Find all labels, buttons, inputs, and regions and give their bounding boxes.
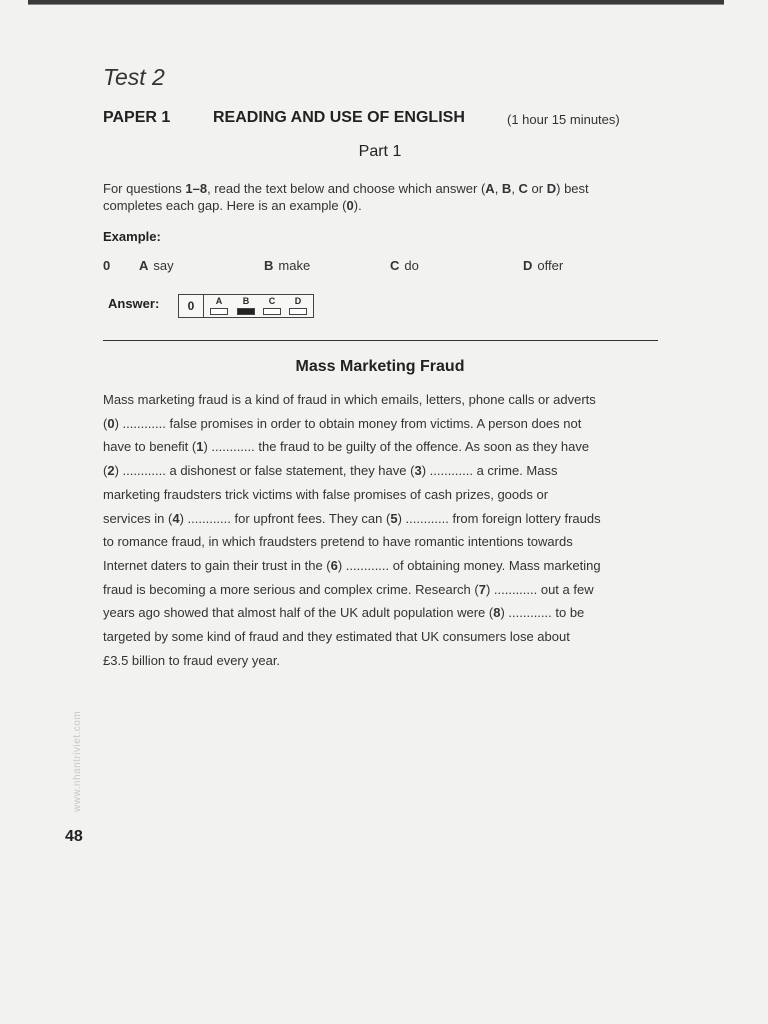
line-text: Internet daters to gain their trust in the ( [103, 557, 331, 573]
gap-number: 3 [414, 463, 422, 479]
instructions-text: , read the text below and choose which answer ( [207, 181, 486, 196]
line-text: ( [103, 463, 108, 479]
paper-duration: (1 hour 15 minutes) [507, 112, 620, 127]
article-line [103, 601, 663, 625]
answer-number: 0 [179, 295, 204, 317]
section-divider [103, 340, 658, 341]
instructions-bold: 0 [346, 198, 354, 213]
example-option-c [390, 258, 419, 273]
article-line [103, 625, 663, 649]
gap-number: 5 [390, 510, 398, 526]
option-letter: D [523, 258, 533, 273]
answer-option-c [262, 296, 282, 315]
answer-letter: A [215, 296, 223, 306]
answer-option-a [209, 296, 229, 315]
example-option-b [264, 258, 310, 273]
line-text: to romance fraud, in which fraudsters pretend to have romantic intentions towards [103, 534, 573, 550]
gap-number: 2 [107, 463, 115, 479]
example-option-d [523, 258, 563, 273]
paper-label: PAPER 1 [103, 109, 171, 126]
line-text: ) ............ a dishonest or false statement, they have ( [114, 463, 415, 479]
watermark: www.nhantriviet.com [72, 710, 83, 812]
line-text: £3.5 billion to fraud every year. [103, 652, 281, 668]
instructions-bold: B [501, 181, 512, 196]
line-text: have to benefit ( [103, 439, 197, 455]
article-line [103, 412, 663, 436]
line-text: ) ............ a crime. Mass [421, 463, 558, 479]
instructions-text: ). [353, 198, 362, 213]
answer-bubble [210, 308, 228, 315]
gap-number: 6 [330, 557, 338, 573]
answer-letter: D [294, 296, 302, 306]
instructions-text: , [511, 181, 519, 196]
option-letter: A [139, 258, 149, 273]
answer-bubble [289, 308, 307, 315]
gap-number: 0 [107, 415, 115, 431]
instructions-text: ) best completes each gap. Here is an example ( [103, 181, 589, 213]
instructions-bold: D [546, 181, 557, 196]
article-line [103, 459, 663, 483]
instructions-bold: 1–8 [185, 181, 208, 196]
article-line [103, 435, 663, 459]
test-title: Test 2 [103, 64, 165, 90]
answer-label: Answer: [108, 296, 160, 311]
article-line [103, 649, 663, 673]
option-letter: B [264, 258, 274, 273]
answer-letter: C [268, 296, 276, 306]
part-heading: Part 1 [358, 143, 402, 160]
line-text: fraud is becoming a more serious and complex crime. Research ( [103, 581, 479, 597]
line-text: Mass marketing fraud is a kind of fraud in which emails, letters, phone calls or adverts [103, 392, 596, 407]
article-title: Mass Marketing Fraud [295, 358, 465, 375]
instructions-text: , [494, 181, 502, 196]
gap-number: 4 [172, 510, 180, 526]
page-number: 48 [65, 828, 83, 845]
line-text: targeted by some kind of fraud and they estimated that UK consumers lose about [103, 629, 570, 645]
option-word: offer [537, 258, 564, 273]
line-text: ) ............ false promises in order to obtain money from victims. A person does not [114, 415, 582, 431]
article-line [103, 578, 663, 602]
example-number-value: 0 [103, 258, 111, 273]
article-line [103, 507, 663, 531]
line-text: ) ............ for upfront fees. They can ( [179, 510, 391, 526]
instructions [103, 180, 643, 214]
instructions-bold: C [518, 181, 528, 196]
answer-letter: B [242, 296, 250, 306]
line-text: ) ............ of obtaining money. Mass marketing [337, 557, 601, 573]
line-text: ) ............ from foreign lottery frauds [397, 510, 601, 526]
answer-bubble [237, 308, 255, 315]
paper-name: READING AND USE OF ENGLISH [213, 109, 465, 126]
article-line [103, 530, 663, 554]
article-body [103, 388, 663, 672]
line-text: marketing fraudsters trick victims with false promises of cash prizes, goods or [103, 486, 549, 502]
article-line [103, 388, 663, 412]
top-rule [28, 0, 724, 5]
example-label: Example: [103, 229, 161, 244]
example-option-a [139, 258, 174, 273]
article-line [103, 483, 663, 507]
line-text: years ago showed that almost half of the UK adult population were ( [103, 605, 494, 621]
instructions-text: or [527, 181, 547, 196]
article-line [103, 554, 663, 578]
option-word: do [404, 258, 419, 273]
line-text: ( [103, 415, 108, 431]
line-text: services in ( [103, 510, 173, 526]
line-text: ) ............ out a few [485, 581, 594, 597]
answer-sheet-box [178, 294, 314, 318]
option-word: say [153, 258, 174, 273]
line-text: ) ............ to be [500, 605, 585, 621]
example-number [103, 258, 115, 273]
option-letter: C [390, 258, 400, 273]
instructions-bold: A [485, 181, 495, 196]
gap-number: 1 [196, 439, 204, 455]
answer-option-b [236, 296, 256, 315]
gap-number: 7 [478, 581, 486, 597]
gap-number: 8 [493, 605, 501, 621]
answer-bubble [263, 308, 281, 315]
answer-option-d [288, 296, 308, 315]
option-word: make [278, 258, 311, 273]
instructions-text: For questions [103, 181, 186, 196]
line-text: ) ............ the fraud to be guilty of the offence. As soon as they have [203, 439, 590, 455]
